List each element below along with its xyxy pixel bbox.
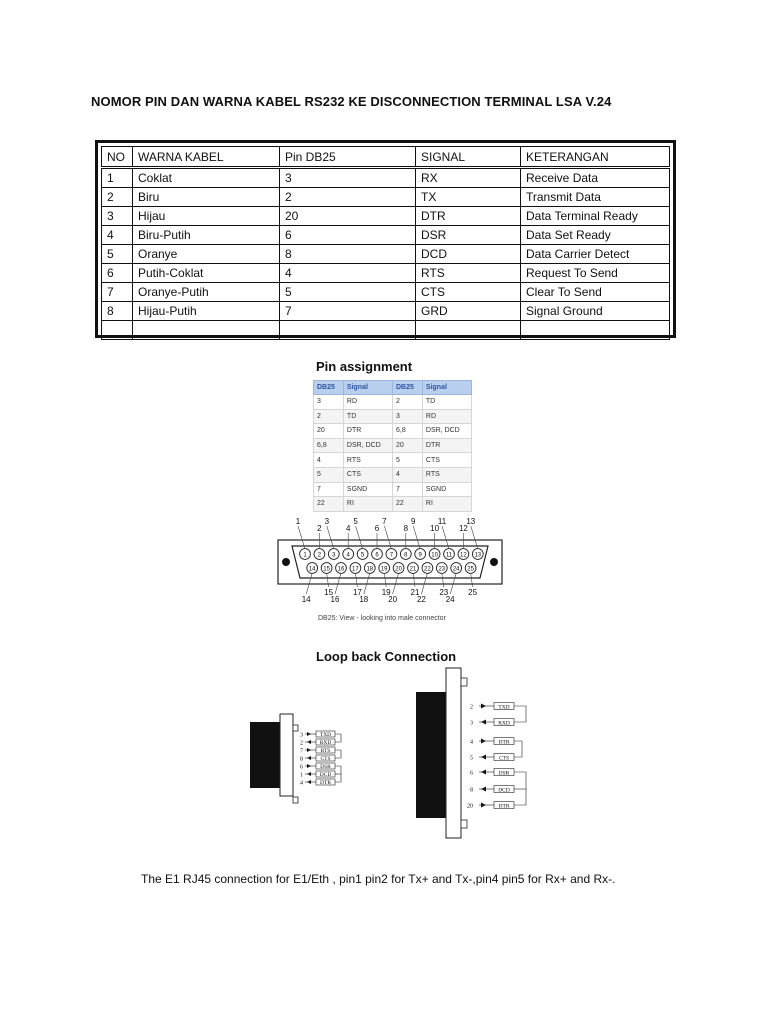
table-cell: Oranye-Putih	[133, 283, 280, 302]
pin-table-cell: SGND	[343, 482, 392, 497]
col-header-warna-kabel: WARNA KABEL	[133, 147, 280, 168]
pin-number-label: 23	[439, 588, 449, 597]
pin-circle-label: 5	[360, 552, 365, 559]
pin-number-label: 15	[324, 588, 334, 597]
pin-circle-label: 15	[323, 566, 330, 573]
pin-table-cell: SGND	[422, 482, 471, 497]
table-cell: Request To Send	[521, 264, 670, 283]
signal-label: DCD	[498, 787, 510, 794]
pin-circle-label: 22	[424, 566, 431, 573]
rj45-note: The E1 RJ45 connection for E1/Eth , pin1 pin2 for Tx+ and Tx-,pin4 pin5 for Rx+ and Rx-.	[141, 872, 616, 886]
pin-table-cell: RD	[422, 409, 471, 424]
table-cell: Oranye	[133, 245, 280, 264]
table-cell: Biru	[133, 188, 280, 207]
pin-table-cell: RTS	[343, 453, 392, 468]
pin-number-label: 17	[352, 588, 362, 597]
pin-table-cell: DTR	[422, 438, 471, 453]
document-heading: NOMOR PIN DAN WARNA KABEL RS232 KE DISCONNECTION TERMINAL LSA V.24	[91, 94, 612, 109]
signal-label: DTR	[498, 803, 510, 810]
pin-number-label: 19	[381, 588, 391, 597]
pin-table-cell: 2	[314, 409, 344, 424]
pin-number-label: 18	[359, 595, 369, 604]
table-cell: 4	[280, 264, 416, 283]
pin-circle-label: 23	[438, 566, 446, 573]
signal-label: DTR	[498, 739, 510, 746]
pin-circle-label: 11	[445, 552, 453, 559]
pin-number-label: 5	[353, 517, 358, 526]
pin-circle-label: 10	[431, 552, 438, 559]
pin-circle-label: 6	[375, 552, 379, 559]
table-cell: Clear To Send	[521, 283, 670, 302]
connector-caption: DB25: View - looking into male connector	[318, 615, 446, 622]
table-cell: Putih-Coklat	[133, 264, 280, 283]
table-cell: Signal Ground	[521, 302, 670, 321]
large-pin-number: 5	[470, 755, 473, 762]
pin-table-cell: 20	[314, 424, 344, 439]
signal-label: CTS	[320, 756, 331, 763]
pin-table-cell: CTS	[343, 467, 392, 482]
small-pin-number: 8	[300, 756, 303, 763]
large-screw-top	[461, 678, 467, 686]
pin-number-label: 11	[437, 517, 447, 526]
pin-number-label: 4	[345, 524, 351, 533]
table-cell: 7	[102, 283, 133, 302]
pin-table-cell: 7	[392, 482, 422, 497]
signal-label: TXD	[498, 704, 510, 711]
table-cell: RX	[416, 168, 521, 188]
table-cell: 3	[102, 207, 133, 226]
small-pin-number: 7	[300, 748, 303, 755]
signal-label: TXD	[319, 732, 332, 739]
pin-number-label: 24	[445, 595, 455, 604]
large-pin-number: 6	[470, 770, 473, 777]
small-pin-number: 1	[300, 772, 303, 779]
pin-table-cell: RI	[422, 497, 471, 512]
pin-table-cell: 5	[314, 467, 344, 482]
pin-table-cell: TD	[422, 395, 471, 410]
table-cell: Hijau-Putih	[133, 302, 280, 321]
large-connector-flange	[446, 668, 461, 838]
pin-table-cell: 5	[392, 453, 422, 468]
pin-circle-label: 8	[404, 552, 408, 559]
pin-table-cell: 7	[314, 482, 344, 497]
large-pin-number: 3	[470, 720, 473, 727]
pin-col-db25-b: DB25	[392, 381, 422, 395]
pin-col-db25-a: DB25	[314, 381, 344, 395]
pin-number-label: 10	[430, 524, 440, 533]
pin-number-label: 16	[330, 595, 340, 604]
small-pin-number: 4	[300, 780, 303, 787]
large-connector-body	[416, 692, 446, 818]
table-cell: 5	[102, 245, 133, 264]
table-cell: DCD	[416, 245, 521, 264]
pin-circle-label: 21	[409, 566, 417, 573]
table-cell: Biru-Putih	[133, 226, 280, 245]
table-cell: 6	[280, 226, 416, 245]
table-cell: 3	[280, 168, 416, 188]
table-cell: Coklat	[133, 168, 280, 188]
pin-number-label: 8	[403, 524, 409, 533]
small-pin-number: 3	[300, 732, 303, 739]
loopback-title: Loop back Connection	[316, 649, 457, 664]
signal-label: DSR	[498, 770, 510, 777]
large-pin-number: 8	[470, 787, 473, 794]
pin-circle-label: 2	[317, 552, 322, 559]
table-cell: RTS	[416, 264, 521, 283]
pin-circle-label: 16	[337, 566, 345, 573]
pin-circle-label: 13	[474, 552, 482, 559]
table-cell: 2	[280, 188, 416, 207]
pin-table-cell: 3	[314, 395, 344, 410]
pin-number-label: 22	[416, 595, 426, 604]
pin-number-label: 21	[410, 588, 420, 597]
signal-label: CTS	[498, 755, 510, 762]
pin-circle-label: 18	[366, 566, 374, 573]
signal-label: RTS	[320, 748, 331, 755]
pin-table-cell: 3	[392, 409, 422, 424]
pin-col-signal-a: Signal	[343, 381, 392, 395]
large-screw-bottom	[461, 820, 467, 828]
signal-label: DSR	[320, 764, 331, 771]
pin-number-label: 7	[382, 517, 387, 526]
pin-number-label: 13	[466, 517, 476, 526]
pin-circle-label: 3	[332, 552, 336, 559]
pin-number-label: 25	[468, 588, 478, 597]
pin-number-label: 1	[295, 517, 301, 526]
table-cell: 1	[102, 168, 133, 188]
table-cell: Transmit Data	[521, 188, 670, 207]
pin-circle-label: 4	[346, 552, 350, 559]
pin-table-cell: 22	[392, 497, 422, 512]
pin-circle-label: 24	[452, 566, 460, 573]
table-cell: 20	[280, 207, 416, 226]
table-cell: Receive Data	[521, 168, 670, 188]
table-cell: 4	[102, 226, 133, 245]
pin-table-cell: DSR, DCD	[422, 424, 471, 439]
pin-table-cell: CTS	[422, 453, 471, 468]
pin-number-label: 14	[301, 595, 311, 604]
table-cell: CTS	[416, 283, 521, 302]
table-cell: Hijau	[133, 207, 280, 226]
pin-table-cell: 20	[392, 438, 422, 453]
pin-table-cell: 4	[392, 467, 422, 482]
pin-circle-label: 9	[418, 552, 422, 559]
table-cell: 8	[102, 302, 133, 321]
loopback-bracket	[514, 706, 526, 722]
pin-table-cell: RI	[343, 497, 392, 512]
signal-label: RXD	[319, 740, 332, 747]
loopback-bracket	[514, 741, 522, 757]
large-pin-number: 2	[470, 704, 473, 711]
small-pin-number: 2	[300, 740, 303, 747]
pin-number-label: 3	[324, 517, 330, 526]
pin-number-label: 6	[374, 524, 380, 533]
pin-circle-label: 1	[303, 552, 307, 559]
table-cell: DTR	[416, 207, 521, 226]
pin-table-cell: 4	[314, 453, 344, 468]
pin-number-label: 20	[388, 595, 398, 604]
signal-label: RXD	[498, 720, 510, 727]
pin-circle-label: 19	[380, 566, 388, 573]
table-cell: Data Carrier Detect	[521, 245, 670, 264]
col-header-pin-db25: Pin DB25	[280, 147, 416, 168]
pin-circle-label: 14	[308, 566, 316, 573]
pin-col-signal-b: Signal	[422, 381, 471, 395]
col-header-signal: SIGNAL	[416, 147, 521, 168]
col-header-no: NO	[102, 147, 133, 168]
table-cell: 6	[102, 264, 133, 283]
large-pin-number: 20	[467, 803, 473, 810]
table-cell: 8	[280, 245, 416, 264]
pin-number-label: 12	[458, 524, 468, 533]
table-cell: Data Set Ready	[521, 226, 670, 245]
large-pin-number: 4	[470, 739, 473, 746]
pin-table-cell: 22	[314, 497, 344, 512]
loopback-bracket	[514, 772, 526, 805]
pin-assignment-title: Pin assignment	[316, 359, 413, 374]
table-cell: TX	[416, 188, 521, 207]
pin-table-cell: DTR	[343, 424, 392, 439]
pin-table-cell: 6,8	[392, 424, 422, 439]
pin-table-cell: 2	[392, 395, 422, 410]
pin-circle-label: 25	[467, 566, 474, 573]
pin-table-cell: RD	[343, 395, 392, 410]
table-cell: DSR	[416, 226, 521, 245]
table-cell: 7	[280, 302, 416, 321]
pin-number-label: 2	[317, 524, 322, 533]
pin-circle-label: 7	[389, 552, 394, 559]
pin-circle-label: 17	[352, 566, 359, 573]
small-pin-number: 6	[300, 764, 303, 771]
col-header-keterangan: KETERANGAN	[521, 147, 670, 168]
signal-label: DTR	[320, 780, 331, 787]
pin-number-label: 9	[410, 517, 416, 526]
pin-circle-label: 20	[395, 566, 402, 573]
table-cell: 2	[102, 188, 133, 207]
table-cell: 5	[280, 283, 416, 302]
signal-label: DCD	[319, 772, 332, 779]
table-cell: Data Terminal Ready	[521, 207, 670, 226]
pin-table-cell: 6,8	[314, 438, 344, 453]
pin-table-cell: TD	[343, 409, 392, 424]
pin-table-cell: DSR, DCD	[343, 438, 392, 453]
table-cell: GRD	[416, 302, 521, 321]
pin-circle-label: 12	[460, 552, 467, 559]
pin-table-cell: RTS	[422, 467, 471, 482]
